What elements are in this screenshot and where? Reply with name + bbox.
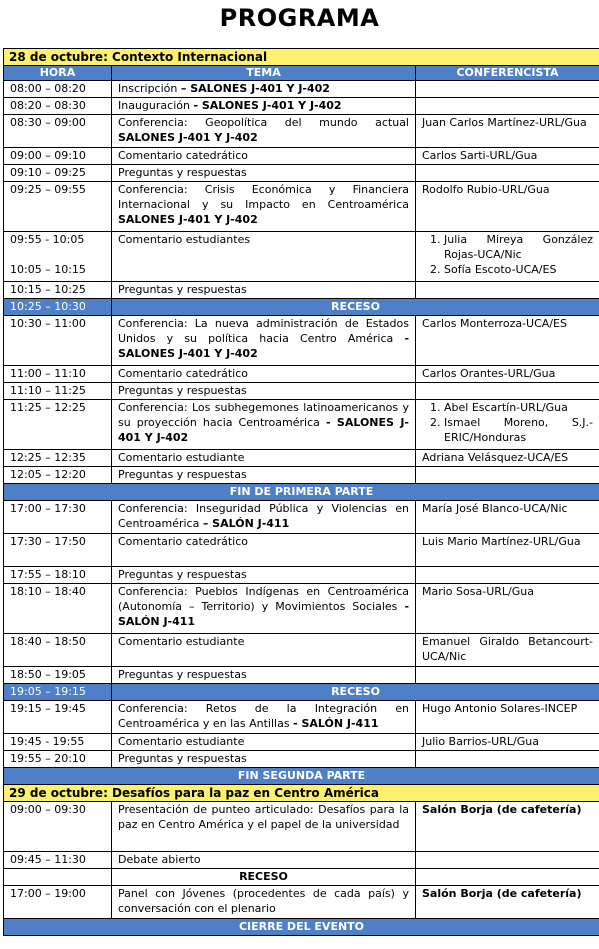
hora-text: 11:00 – 11:10 bbox=[10, 367, 86, 380]
tema-cell bbox=[112, 165, 416, 182]
tema-text: Conferencia: Los subhegemones latinoamericanos y su proyección hacia Centroamérica bbox=[118, 401, 409, 429]
tema-text: Presentación de punteo articulado: Desafíos para la paz en Centro América y el papel de la universidad bbox=[118, 803, 409, 831]
hora-cell bbox=[4, 584, 112, 634]
salon-text: - SALONES J-401 Y J-402 bbox=[118, 416, 409, 444]
conferencista-text: Juan Carlos Martínez-URL/Gua bbox=[422, 116, 587, 129]
tema-text: Preguntas y respuestas bbox=[118, 568, 247, 581]
conferencista-cell bbox=[416, 115, 599, 148]
fin-primera-parte-text: FIN DE PRIMERA PARTE bbox=[4, 484, 599, 501]
fin-primera-parte bbox=[4, 484, 599, 501]
column-header-row bbox=[4, 66, 599, 81]
conferencista-item: 2. Ismael Moreno, S.J.-ERIC/Honduras bbox=[444, 415, 593, 445]
hora-cell bbox=[4, 182, 112, 232]
conferencista-cell bbox=[416, 667, 599, 684]
tema-cell bbox=[112, 366, 416, 383]
hora-cell bbox=[4, 282, 112, 299]
tema-cell bbox=[112, 467, 416, 484]
tema-cell bbox=[112, 634, 416, 667]
tema-text: Panel con Jóvenes (procedentes de cada país) y conversación con el plenario bbox=[118, 887, 409, 915]
table-row bbox=[4, 501, 599, 534]
tema-cell bbox=[112, 98, 416, 115]
hora-text: 10:15 – 10:25 bbox=[10, 283, 86, 296]
salon-text: SALONES J-401 Y J-402 bbox=[118, 131, 258, 144]
table-row bbox=[4, 450, 599, 467]
table-row bbox=[4, 400, 599, 450]
day-1-header-text: 28 de octubre: Contexto Internacional bbox=[4, 49, 599, 66]
hora-cell bbox=[4, 667, 112, 684]
table-row bbox=[4, 115, 599, 148]
hora-text: 09:00 – 09:10 bbox=[10, 149, 86, 162]
conferencista-cell bbox=[416, 886, 599, 919]
tema-cell bbox=[112, 400, 416, 450]
hora-cell bbox=[4, 366, 112, 383]
conferencista-text: Mario Sosa-URL/Gua bbox=[422, 585, 534, 598]
table-row bbox=[4, 584, 599, 634]
salon-text: - SALÓN J-411 bbox=[118, 600, 410, 628]
tema-cell bbox=[112, 182, 416, 232]
conferencista-cell bbox=[416, 383, 599, 400]
conferencista-cell bbox=[416, 366, 599, 383]
tema-cell bbox=[112, 567, 416, 584]
hora-text-2: 10:05 – 10:15 bbox=[10, 263, 86, 276]
hora-cell bbox=[4, 450, 112, 467]
hora-cell bbox=[4, 400, 112, 450]
fin-segunda-parte bbox=[4, 768, 599, 785]
salon-text: – SALONES J-401 Y J-402 bbox=[180, 82, 330, 95]
day-1-header bbox=[4, 49, 599, 66]
hora-text: 11:10 – 11:25 bbox=[10, 384, 86, 397]
tema-cell bbox=[112, 450, 416, 467]
salon-text: - SALÓN J-411 bbox=[293, 717, 379, 730]
conferencista-cell bbox=[416, 81, 599, 98]
table-row bbox=[4, 534, 599, 567]
hora-text: 17:00 – 17:30 bbox=[10, 502, 86, 515]
page-title: PROGRAMA bbox=[219, 4, 380, 32]
receso-label: RECESO bbox=[112, 684, 599, 701]
table-row bbox=[4, 467, 599, 484]
table-row bbox=[4, 869, 599, 886]
hora-cell bbox=[4, 567, 112, 584]
conferencista-text: Hugo Antonio Solares-INCEP bbox=[422, 702, 578, 715]
conferencista-cell bbox=[416, 534, 599, 567]
hora-cell: 10:25 – 10:30 bbox=[4, 299, 112, 316]
hora-text: 08:20 – 08:30 bbox=[10, 99, 86, 112]
tema-cell bbox=[112, 501, 416, 534]
conferencista-cell bbox=[416, 501, 599, 534]
tema-text: Conferencia: La nueva administración de Estados Unidos y su política hacia Centro América bbox=[118, 317, 409, 345]
tema-cell bbox=[112, 667, 416, 684]
table-row bbox=[4, 667, 599, 684]
table-row bbox=[4, 886, 599, 919]
conferencista-text: Carlos Orantes-URL/Gua bbox=[422, 367, 556, 380]
hora-cell bbox=[4, 81, 112, 98]
hora-text: 18:40 – 18:50 bbox=[10, 635, 86, 648]
hora-text: 10:30 – 11:00 bbox=[10, 317, 86, 330]
hora-text: 18:50 – 19:05 bbox=[10, 668, 86, 681]
conferencista-cell bbox=[416, 232, 599, 282]
table-row bbox=[4, 232, 599, 282]
hora-cell bbox=[4, 886, 112, 919]
conferencista-cell bbox=[416, 316, 599, 366]
tema-text: Comentario catedrático bbox=[118, 367, 248, 380]
conferencista-cell bbox=[416, 567, 599, 584]
tema-cell bbox=[112, 584, 416, 634]
table-row bbox=[4, 634, 599, 667]
receso-label: RECESO bbox=[112, 299, 599, 316]
conferencista-item: 1. Abel Escartín-URL/Gua bbox=[444, 400, 593, 415]
hora-text: 08:00 – 08:20 bbox=[10, 82, 86, 95]
hora-cell bbox=[4, 115, 112, 148]
table-row bbox=[4, 734, 599, 751]
table-row bbox=[4, 366, 599, 383]
conferencista-item: 2. Sofía Escoto-UCA/ES bbox=[444, 262, 593, 277]
receso-label: RECESO bbox=[112, 869, 416, 886]
tema-cell bbox=[112, 802, 416, 852]
tema-text: Conferencia: Retos de la Integración en Centroamérica y en las Antillas bbox=[118, 702, 409, 730]
conferencista-cell bbox=[416, 98, 599, 115]
table-row bbox=[4, 182, 599, 232]
hora-text: 19:55 – 20:10 bbox=[10, 752, 86, 765]
salon-text: - SALONES J-401 Y J-402 bbox=[193, 99, 342, 112]
program-table bbox=[3, 48, 599, 936]
conferencista-cell bbox=[416, 282, 599, 299]
conferencista-cell bbox=[416, 701, 599, 734]
table-row bbox=[4, 567, 599, 584]
conferencista-text: Rodolfo Rubio-URL/Gua bbox=[422, 183, 550, 196]
hora-cell bbox=[4, 701, 112, 734]
conferencista-cell bbox=[416, 802, 599, 852]
table-row bbox=[4, 684, 599, 701]
hora-cell bbox=[4, 232, 112, 282]
tema-cell bbox=[112, 886, 416, 919]
conferencista-text: Emanuel Giraldo Betancourt-UCA/Nic bbox=[422, 635, 594, 663]
tema-cell bbox=[112, 282, 416, 299]
conferencista-text: María José Blanco-UCA/Nic bbox=[422, 502, 568, 515]
hora-text: 19:45 - 19:55 bbox=[10, 735, 85, 748]
conferencista-cell bbox=[416, 450, 599, 467]
conferencista-text: Adriana Velásquez-UCA/ES bbox=[422, 451, 569, 464]
table-row bbox=[4, 701, 599, 734]
tema-text: Preguntas y respuestas bbox=[118, 468, 247, 481]
hora-text: 19:15 – 19:45 bbox=[10, 702, 86, 715]
table-row bbox=[4, 316, 599, 366]
hora-cell bbox=[4, 734, 112, 751]
table-row bbox=[4, 81, 599, 98]
hora-cell bbox=[4, 751, 112, 768]
tema-cell bbox=[112, 115, 416, 148]
hora-cell bbox=[4, 148, 112, 165]
conferencista-cell bbox=[416, 634, 599, 667]
hora-cell bbox=[4, 534, 112, 567]
conferencista-cell bbox=[416, 869, 599, 886]
tema-cell bbox=[112, 383, 416, 400]
tema-text: Preguntas y respuestas bbox=[118, 752, 247, 765]
conferencista-cell bbox=[416, 734, 599, 751]
table-row bbox=[4, 802, 599, 852]
conferencista-text: Salón Borja (de cafetería) bbox=[422, 887, 582, 900]
hora-cell bbox=[4, 634, 112, 667]
tema-cell bbox=[112, 81, 416, 98]
conferencista-item: 1. Julia Mireya González Rojas-UCA/Nic bbox=[444, 232, 593, 262]
salon-text: - SALONES J-401 Y J-402 bbox=[118, 332, 410, 360]
table-row bbox=[4, 282, 599, 299]
table-row bbox=[4, 299, 599, 316]
conferencista-text: Carlos Sarti-URL/Gua bbox=[422, 149, 538, 162]
hora-text: 09:25 – 09:55 bbox=[10, 183, 86, 196]
tema-text: Conferencia: Inseguridad Pública y Violencias en Centroamérica bbox=[118, 502, 409, 530]
fin-segunda-parte-text: FIN SEGUNDA PARTE bbox=[4, 768, 599, 785]
column-header: TEMA bbox=[112, 66, 416, 81]
conferencista-cell bbox=[416, 182, 599, 232]
column-header: CONFERENCISTA bbox=[416, 66, 599, 81]
tema-cell bbox=[112, 232, 416, 282]
tema-cell bbox=[112, 852, 416, 869]
table-row bbox=[4, 383, 599, 400]
hora-text: 09:55 - 10:05 bbox=[10, 233, 85, 246]
hora-cell bbox=[4, 802, 112, 852]
conferencista-list bbox=[422, 400, 593, 445]
hora-cell bbox=[4, 316, 112, 366]
hora-cell bbox=[4, 869, 112, 886]
tema-text: Inscripción bbox=[118, 82, 178, 95]
tema-cell bbox=[112, 534, 416, 567]
day-2-header bbox=[4, 785, 599, 802]
tema-cell bbox=[112, 751, 416, 768]
conferencista-text: Carlos Monterroza-UCA/ES bbox=[422, 317, 567, 330]
tema-text: Comentario estudiante bbox=[118, 635, 245, 648]
conferencista-cell bbox=[416, 467, 599, 484]
conferencista-list bbox=[422, 232, 593, 277]
conferencista-cell bbox=[416, 852, 599, 869]
hora-text: 17:30 – 17:50 bbox=[10, 535, 86, 548]
tema-cell bbox=[112, 316, 416, 366]
salon-text: SALONES J-401 Y J-402 bbox=[118, 213, 258, 226]
tema-text: Preguntas y respuestas bbox=[118, 668, 247, 681]
table-row bbox=[4, 98, 599, 115]
hora-text: 12:05 – 12:20 bbox=[10, 468, 86, 481]
tema-text: Preguntas y respuestas bbox=[118, 166, 247, 179]
tema-text: Preguntas y respuestas bbox=[118, 283, 247, 296]
table-row bbox=[4, 148, 599, 165]
tema-cell bbox=[112, 701, 416, 734]
hora-text: 09:10 – 09:25 bbox=[10, 166, 86, 179]
tema-text: Comentario estudiante bbox=[118, 451, 245, 464]
tema-text: Inauguración bbox=[118, 99, 190, 112]
hora-cell: 19:05 – 19:15 bbox=[4, 684, 112, 701]
hora-text: 09:45 – 11:30 bbox=[10, 853, 86, 866]
day-2-header-text: 29 de octubre: Desafíos para la paz en Centro América bbox=[4, 785, 599, 802]
tema-text: Comentario catedrático bbox=[118, 535, 248, 548]
table-row bbox=[4, 165, 599, 182]
conferencista-cell bbox=[416, 584, 599, 634]
column-header: HORA bbox=[4, 66, 112, 81]
conferencista-text: Luis Mario Martínez-URL/Gua bbox=[422, 535, 581, 548]
tema-text: Debate abierto bbox=[118, 853, 201, 866]
cierre-del-evento bbox=[4, 919, 599, 936]
conferencista-cell bbox=[416, 148, 599, 165]
conferencista-cell bbox=[416, 751, 599, 768]
hora-cell bbox=[4, 852, 112, 869]
hora-text: 11:25 – 12:25 bbox=[10, 401, 86, 414]
tema-text: Comentario estudiante bbox=[118, 735, 245, 748]
hora-text: 09:00 – 09:30 bbox=[10, 803, 86, 816]
hora-cell bbox=[4, 98, 112, 115]
conferencista-text: Salón Borja (de cafetería) bbox=[422, 803, 582, 816]
hora-text: 08:30 – 09:00 bbox=[10, 116, 86, 129]
tema-text: Preguntas y respuestas bbox=[118, 384, 247, 397]
tema-text: Conferencia: Crisis Económica y Financiera Internacional y su Impacto en Centroamérica bbox=[118, 183, 409, 211]
cierre-del-evento-text: CIERRE DEL EVENTO bbox=[4, 919, 599, 936]
tema-cell bbox=[112, 148, 416, 165]
hora-cell bbox=[4, 501, 112, 534]
conferencista-cell bbox=[416, 165, 599, 182]
hora-cell bbox=[4, 383, 112, 400]
conferencista-text: Julio Barrios-URL/Gua bbox=[422, 735, 539, 748]
tema-text: Comentario estudiantes bbox=[118, 233, 251, 246]
tema-text: Conferencia: Pueblos Indígenas en Centroamérica (Autonomía – Territorio) y Movimientos Sociales bbox=[118, 585, 409, 613]
tema-text: Conferencia: Geopolítica del mundo actual bbox=[118, 116, 409, 129]
hora-text: 18:10 – 18:40 bbox=[10, 585, 86, 598]
table-row bbox=[4, 751, 599, 768]
hora-cell bbox=[4, 165, 112, 182]
hora-cell bbox=[4, 467, 112, 484]
tema-cell bbox=[112, 734, 416, 751]
hora-text: 12:25 – 12:35 bbox=[10, 451, 86, 464]
conferencista-cell bbox=[416, 400, 599, 450]
tema-text: Comentario catedrático bbox=[118, 149, 248, 162]
salon-text: – SALÓN J-411 bbox=[202, 517, 290, 530]
hora-text: 17:55 – 18:10 bbox=[10, 568, 86, 581]
hora-text: 17:00 – 19:00 bbox=[10, 887, 86, 900]
table-row bbox=[4, 852, 599, 869]
